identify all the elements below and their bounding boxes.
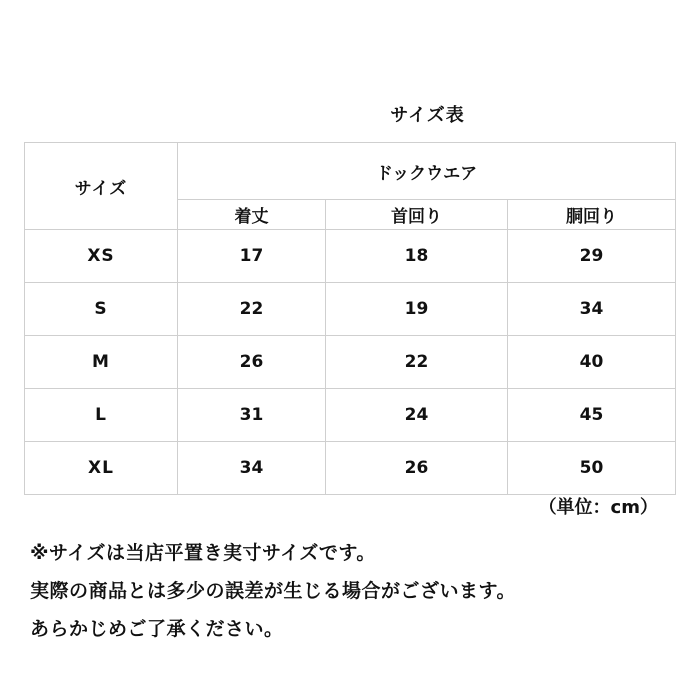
note-line: 実際の商品とは多少の誤差が生じる場合がございます。 bbox=[30, 580, 516, 602]
size-cell: XL bbox=[25, 442, 178, 495]
column-header-chest: 胴回り bbox=[508, 200, 676, 230]
value-cell: 45 bbox=[508, 389, 676, 442]
size-header-cell: サイズ bbox=[25, 143, 178, 230]
column-header-neck: 首回り bbox=[326, 200, 508, 230]
value-cell: 24 bbox=[326, 389, 508, 442]
group-header-cell: ドックウエア bbox=[178, 143, 676, 200]
size-cell: L bbox=[25, 389, 178, 442]
notes bbox=[30, 534, 680, 648]
size-table bbox=[24, 142, 676, 495]
table-row bbox=[25, 230, 676, 283]
table-row bbox=[25, 283, 676, 336]
table-row bbox=[25, 389, 676, 442]
unit-note: （単位：cm） bbox=[538, 497, 658, 518]
value-cell: 34 bbox=[178, 442, 326, 495]
value-cell: 34 bbox=[508, 283, 676, 336]
value-cell: 40 bbox=[508, 336, 676, 389]
value-cell: 18 bbox=[326, 230, 508, 283]
value-cell: 17 bbox=[178, 230, 326, 283]
table-header-row bbox=[25, 143, 676, 200]
size-cell: M bbox=[25, 336, 178, 389]
value-cell: 29 bbox=[508, 230, 676, 283]
table-row bbox=[25, 336, 676, 389]
page-title: サイズ表 bbox=[390, 105, 465, 126]
value-cell: 19 bbox=[326, 283, 508, 336]
size-cell: S bbox=[25, 283, 178, 336]
value-cell: 26 bbox=[178, 336, 326, 389]
size-cell: XS bbox=[25, 230, 178, 283]
value-cell: 50 bbox=[508, 442, 676, 495]
value-cell: 26 bbox=[326, 442, 508, 495]
table-row bbox=[25, 442, 676, 495]
note-line: あらかじめご了承ください。 bbox=[30, 618, 284, 640]
value-cell: 31 bbox=[178, 389, 326, 442]
value-cell: 22 bbox=[326, 336, 508, 389]
note-line: ※サイズは当店平置き実寸サイズです。 bbox=[30, 542, 376, 564]
value-cell: 22 bbox=[178, 283, 326, 336]
column-header-length: 着丈 bbox=[178, 200, 326, 230]
